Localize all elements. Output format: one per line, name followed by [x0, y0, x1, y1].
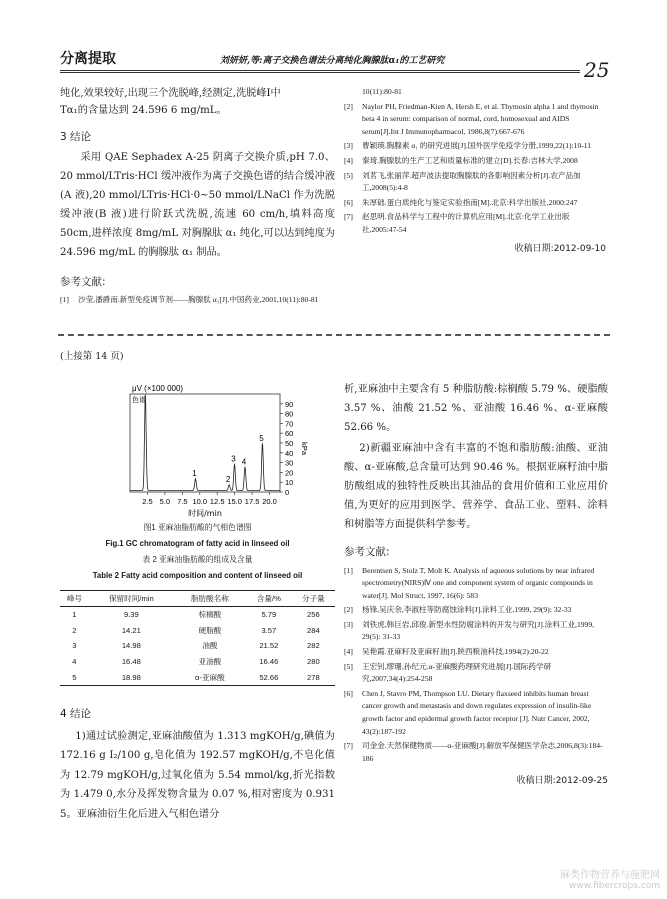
peak-label: 5	[259, 433, 264, 443]
top-left-column	[60, 86, 335, 309]
table-caption-en: Table 2 Fatty acid composition and content of linseed oil	[92, 571, 303, 580]
peak-label: 4	[241, 457, 247, 467]
conclusion-heading: 3 结论	[60, 131, 92, 143]
table-row: 3 14.98 油酸 21.52 282	[72, 641, 320, 651]
y-right-tick-label: 50	[285, 439, 294, 448]
page-header	[60, 40, 615, 88]
reference-item: [2] 杨锋,吴庆余,李淑柱等防腐蚀涂料[J].涂料工业,1999, 29(9): 32-33	[344, 605, 572, 615]
reference-item: [4] 秦琦.胸腺肽的生产工艺和质量标准的建立[D].长春:吉林大学,2008	[344, 155, 578, 165]
continued-note: (上接第 14 页)	[60, 351, 124, 362]
article-separator	[58, 334, 610, 336]
table-row: 1 9.39 棕榈酸 5.79 256	[72, 610, 320, 620]
reference-item: [4] 吴艳霞.亚麻籽及亚麻籽油[J].陕西粮油科技,1994(2):20-22	[344, 647, 549, 657]
y-right-tick-label: 60	[285, 429, 294, 439]
table-row: 5 18.98 α-亚麻酸 52.66 278	[60, 669, 335, 685]
y-unit-label: μV (×100 000)	[132, 384, 184, 393]
y-right-tick-label: 10	[285, 478, 294, 488]
reference-item: [3] 刘铁虎,韩巨岩,邱俊.新型水性防腐涂料的开发与研究[J].涂料工业,1999, 29(5): 31-33	[344, 619, 595, 642]
table-caption-cn: 表 2 亚麻油脂肪酸的组成及含量	[142, 555, 253, 564]
refs-heading-bottom: 参考文献:	[344, 546, 390, 558]
x-tick-label: 15.0	[227, 497, 242, 506]
y-right-tick-label: 0	[285, 488, 290, 497]
ref-list-left	[60, 294, 335, 307]
figure-caption-cn: 图1 亚麻油脂肪酸的气相色谱图	[143, 523, 252, 532]
conclusion-point-2: 2)新疆亚麻油中含有丰富的不饱和脂肪酸:油酸、亚油酸、α-亚麻酸,总含量可达到 90.46 %。根据亚麻籽油中脂肪酸组成的独特性反映出其油品的食用价值和工业应用价值,为更好的应用到医学、营养学、食品工业、塑料、涂料和树脂等方面提供科学参考。	[344, 443, 608, 530]
col-content: 含量/%	[246, 591, 292, 607]
x-axis-label: 时间/min	[188, 509, 222, 518]
x-tick-label: 2.5	[142, 497, 153, 506]
table-row: 4 16.48 亚油酸 16.46 280	[72, 657, 320, 667]
y-right-tick-label: 30	[285, 458, 294, 468]
x-tick-label: 20.0	[262, 497, 277, 506]
table-header-row	[60, 591, 335, 607]
y-right-tick-label: 40	[285, 448, 294, 458]
chromatogram-trace	[130, 395, 280, 491]
y-right-label: kPa	[300, 442, 309, 455]
header-rule	[60, 70, 580, 73]
ref-list-bottom	[344, 565, 608, 766]
y-right-tick-label: 20	[285, 468, 294, 478]
intro-line-2: Tα₁的含量达到 24.596 6 mg/mL。	[60, 104, 227, 116]
reference-item: [1] 沙莹,潘爵南.新型免疫调节剂——胸腺肽 α₁[J].中国药业,2001,10(11):80-81	[60, 295, 319, 304]
watermark-line-1: 麻类作物营养与施肥网	[560, 870, 660, 881]
chromatogram-svg	[100, 380, 332, 520]
watermark	[520, 866, 660, 891]
top-right-column	[344, 86, 606, 255]
reference-item: [6] 朱厚础.蛋白质纯化与鉴定实验指南[M].北京:科学出版社,2000:247	[344, 197, 578, 207]
running-title: 刘妍妍,等:离子交换色谱法分离纯化胸腺肽α₁的工艺研究	[220, 56, 445, 66]
figure-caption-en: Fig.1 GC chromatogram of fatty acid in linseed oil	[105, 539, 290, 548]
col-mw: 分子量	[292, 591, 335, 607]
plot-frame	[130, 394, 280, 492]
x-tick-label: 7.5	[177, 497, 188, 506]
x-tick-label: 17.5	[244, 497, 260, 506]
gc-chromatogram	[100, 380, 332, 520]
y-right-tick-label: 70	[285, 419, 294, 429]
col-retention: 保留时间/min	[89, 591, 174, 607]
conclusion-text-4: 1)通过试验测定,亚麻油酸值为 1.313 mgKOH/g,碘值为 172.16 g I₂/100 g,皂化值为 192.57 mgKOH/g,不皂化值为 12.79 mgKOH/g,过氧化值为 5.54 mmol/kg,折光指数为 1.479 0,水分及挥发物含量为 0.07 %,相对密度为 0.931 5。亚麻油衍生化后进入气相色谱分	[60, 730, 335, 820]
refs-heading: 参考文献:	[60, 275, 106, 288]
figure-caption	[60, 522, 335, 580]
x-tick-label: 12.5	[209, 497, 225, 506]
reference-item: [1] Berentsen S, Stolz T, Molt K. Analysis of aqueous solutions by near infrared spectrometry(NIRS)Ⅳ one and component system of organic compounds in water[J]. Mol Struct, 1997, 16(6): 583	[344, 565, 595, 600]
table-row: 2 14.21 硬脂酸 3.57 284	[72, 625, 320, 635]
peak-label: 3	[231, 454, 236, 464]
received-date-bottom: 收稿日期:2012-09-25	[516, 776, 608, 787]
y-right-tick-label: 90	[285, 399, 294, 409]
bottom-right-column	[344, 380, 608, 790]
reference-item: [3] 曹颖瑛.胸腺素 α₁ 的研究进展[J].国外医学免疫学分册,1999,22(1):10-11	[344, 141, 592, 151]
intro-line-1: 纯化,效果较好,出现三个洗脱峰,经测定,洗脱峰Ⅰ中	[60, 88, 281, 99]
watermark-line-2: www.fibercrops.com	[569, 881, 660, 891]
reference-item: [6] Chen J, Stavro PM, Thompson LU. Dietary flaxseed inhibits human breast cancer growth and metastasis and down regulates expression of insulin-like growth factor and epidermal growth factor receptor [J]. Nutr Cancer, 2002, 43(2):187-192	[344, 688, 592, 736]
col-fatty-acid: 脂肪酸名称	[174, 591, 246, 607]
reference-item: [7] 赵思明.食品科学与工程中的计算机应用[M].北京:化学工业出版社,2005:47-54	[344, 212, 570, 234]
composition-table-wrap	[60, 590, 335, 686]
received-date: 收稿日期:2012-09-10	[514, 243, 606, 254]
conclusion-text: 采用 QAE Sephadex A-25 阴离子交换介质,pH 7.0、20 mmol/LTris·HCl 缓冲液作为离子交换色谱的结合缓冲液(A 液),20 mmol/LTris·HCl·0~50 mmol/LNaCl 作为洗脱缓冲液(B 液)进行阶跃式洗脱,流速 60 cm/h,填料高度 50cm,进样浓度 8mg/mL 对胸腺肽 α₁ 纯化,可以达到纯度为 24.596 mg/mL 的胸腺肽 α₁ 制品。	[60, 151, 335, 258]
reference-item: [5] 王宏钊,缪珊,孙纪元.α-亚麻酸药理研究进展[J].国际药学研究,2007,34(4):254-258	[344, 661, 552, 684]
x-tick-label: 10.0	[192, 497, 208, 506]
composition-table	[60, 590, 335, 686]
conclusion-heading-4: 4 结论	[60, 708, 92, 720]
reference-item: 10(11):80-81	[362, 87, 402, 96]
reference-item: [2] Naylor PH, Friedman-Kien A, Hersh E, et al. Thymosin alpha 1 and thymosin beta 4 in serum: comparison of normal, cord, homosexual and AIDS serum[J].Int J Immunopharmacol, 1986,8(7):667-676	[344, 101, 599, 136]
fatty-acid-summary: 析,亚麻油中主要含有 5 种脂肪酸:棕榈酸 5.79 %、硬脂酸 3.57 %、油酸 21.52 %、亚油酸 16.46 %、α-亚麻酸 52.66 %。	[344, 384, 608, 433]
reference-item: [7] 司金金.天然保健物质——α-亚麻酸[J].解放军保健医学杂志,2006,8(3):184-186	[344, 741, 603, 763]
page-number: 25	[584, 58, 610, 82]
section-label: 分离提取	[60, 51, 116, 67]
peak-label: 2	[225, 475, 231, 485]
bottom-left-column	[60, 700, 335, 824]
x-tick-label: 5.0	[159, 497, 171, 506]
col-peak: 峰号	[60, 591, 89, 607]
y-extra-label: 色谱	[132, 396, 146, 404]
peak-label: 1	[192, 469, 197, 479]
y-right-tick-label: 80	[285, 409, 294, 419]
reference-item: [5] 刘茗飞,张丽萍.超声波法提取胸腺肽的各影响因素分析[J].农产品加工,2008(5):4-8	[344, 170, 581, 193]
